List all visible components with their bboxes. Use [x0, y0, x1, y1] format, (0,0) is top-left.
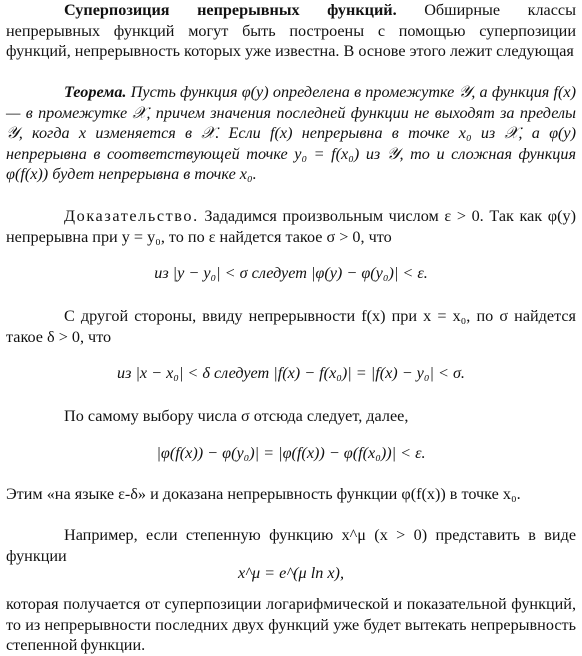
section-heading: Суперпозиция непрерывных функций.	[64, 1, 397, 19]
intro-text: Обширные классы непрерывных функций могут быть построены с помощью суперпозиции функций, непрерывность которых уже известна. В основе этого лежит следующая	[6, 1, 576, 61]
equation-1: из |y − y₀| < σ следует |φ(y) − φ(y₀)| < ε.	[154, 264, 428, 282]
theorem-paragraph	[6, 82, 576, 185]
theorem-text: Пусть функция φ(y) определена в промежутке 𝒴, а функция f(x) — в промежутке 𝒳, причем значения последней функции не выходят за пределы 𝒴, когда x изменяется в 𝒳. Если f(x) непрерывна в точке x₀ из 𝒳, а φ(y) непрерывна в соответствующей точке y₀ = f(x₀) из 𝒴, то и сложная функция φ(f(x)) будет непрерывна в точке x₀.	[6, 83, 576, 184]
intro-paragraph	[6, 0, 576, 62]
conclusion-paragraph: Этим «на языке ε-δ» и доказана непрерывность функции φ(f(x)) в точке x₀.	[6, 485, 521, 503]
proof-paragraph	[6, 206, 576, 247]
choice-paragraph: По самому выбору числа σ отсюда следует, далее,	[64, 407, 409, 425]
equation-4: x^μ = e^(μ ln x),	[238, 564, 344, 582]
proof-label: Доказательство.	[64, 207, 199, 225]
closing-paragraph: которая получается от суперпозиции логарифмической и показательной функций, то из непрерывности последних двух функций уже будет вытекать непрерывность степенной функции.	[6, 595, 576, 655]
example-paragraph: Например, если степенную функцию x^μ (x > 0) представить в виде функции	[6, 526, 576, 565]
continuity-paragraph: С другой стороны, ввиду непрерывности f(x) при x = x₀, по σ найдется такое δ > 0, что	[6, 307, 576, 346]
equation-2: из |x − x₀| < δ следует |f(x) − f(x₀)| = |f(x) − y₀| < σ.	[117, 364, 465, 382]
theorem-label: Теорема.	[64, 83, 127, 101]
equation-3: |φ(f(x)) − φ(y₀)| = |φ(f(x)) − φ(f(x₀))| < ε.	[156, 444, 426, 462]
proof-text: Зададимся произвольным числом ε > 0. Так как φ(y) непрерывна при y = y₀, то по ε найдется такое σ > 0, что	[6, 207, 576, 246]
